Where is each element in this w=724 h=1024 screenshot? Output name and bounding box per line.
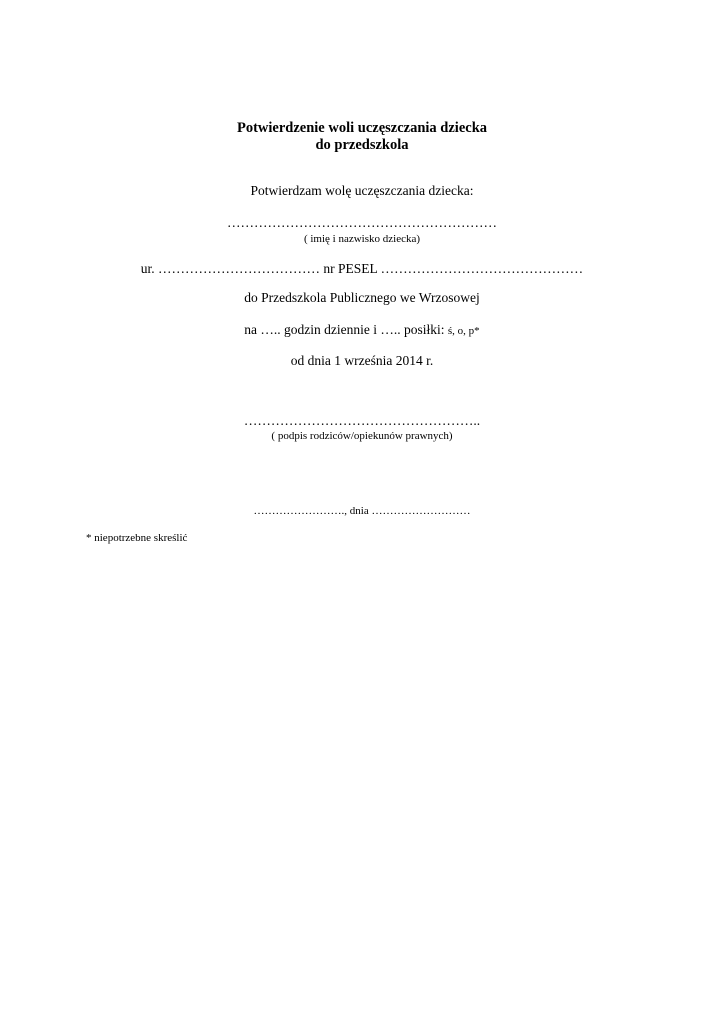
birth-pesel-line: ur. ……………………………… nr PESEL ……………………………………… bbox=[140, 261, 584, 276]
document-title-line-1: Potwierdzenie woli uczęszczania dziecka bbox=[236, 120, 488, 136]
school-line: do Przedszkola Publicznego we Wrzosowej bbox=[244, 290, 480, 305]
footnote: * niepotrzebne skreślić bbox=[86, 532, 188, 544]
signature-caption: ( podpis rodziców/opiekunów prawnych) bbox=[271, 430, 453, 442]
hours-text: na ….. godzin dziennie i ….. posiłki: bbox=[244, 322, 448, 337]
child-name-caption: ( imię i nazwisko dziecka) bbox=[303, 233, 421, 245]
document-title-line-2: do przedszkola bbox=[315, 137, 409, 153]
hours-meals-line bbox=[0, 322, 724, 339]
place-date-line: ……………………., dnia ……………………… bbox=[253, 505, 471, 517]
intro-text: Potwierdzam wolę uczęszczania dziecka: bbox=[250, 183, 474, 198]
child-name-field: …………………………………………………… bbox=[227, 215, 497, 230]
meals-options: ś, o, p* bbox=[447, 325, 480, 337]
signature-field: …………………………………………….. bbox=[243, 413, 481, 428]
start-date-line: od dnia 1 września 2014 r. bbox=[290, 353, 434, 368]
